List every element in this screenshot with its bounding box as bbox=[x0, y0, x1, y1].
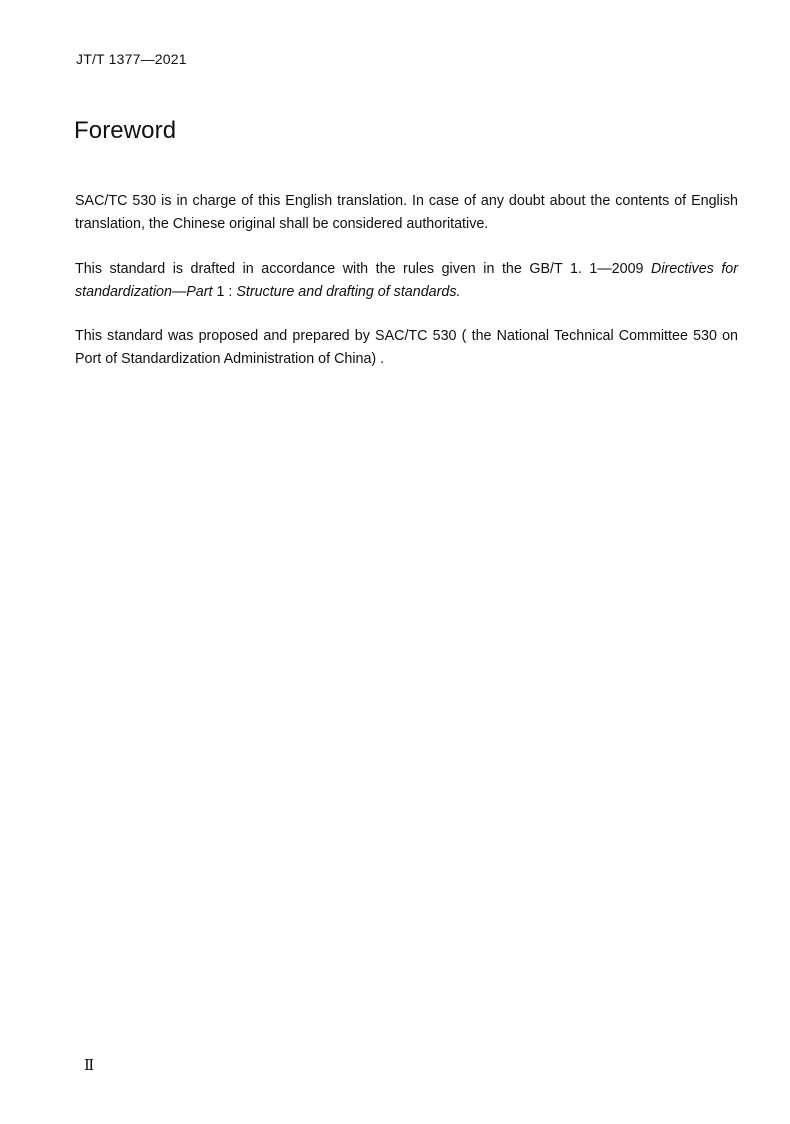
directives-title-italic: Directives for standardization—Part bbox=[75, 261, 739, 300]
paragraph-drafting-rules bbox=[75, 258, 738, 304]
page-number: Ⅱ bbox=[84, 1058, 95, 1074]
paragraph-proposal: This standard was proposed and prepared by SAC/TC 530 ( the National Technical Committee 530 on Port of Standardization Administration of China) . bbox=[75, 328, 738, 367]
section-title: Foreword bbox=[74, 117, 177, 144]
paragraph-translation-note: SAC/TC 530 is in charge of this English translation. In case of any doubt about the contents of English translation, the Chinese original shall be considered authoritative. bbox=[75, 193, 738, 232]
drafting-rules-text: This standard is drafted in accordance with the rules given in the GB/T 1. 1—2009 bbox=[75, 261, 652, 277]
part-title-italic: Structure and drafting of standards. bbox=[236, 284, 461, 300]
document-code: JT/T 1377—2021 bbox=[76, 51, 187, 67]
part-number: 1 : bbox=[212, 284, 237, 300]
